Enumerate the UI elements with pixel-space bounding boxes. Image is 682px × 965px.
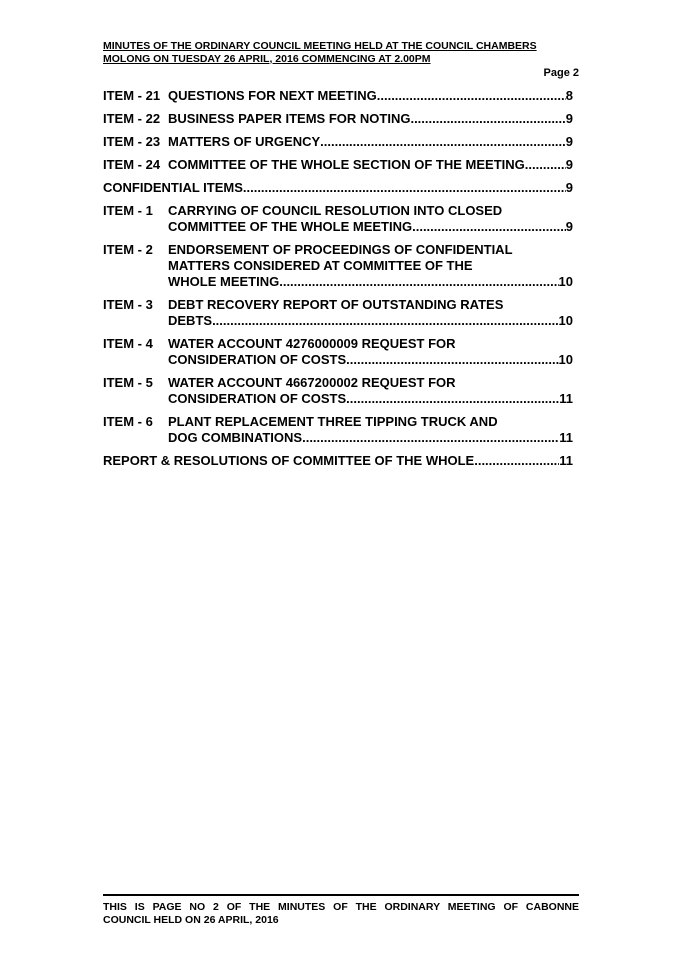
toc-entry[interactable] xyxy=(103,203,573,235)
toc-page-number: 11 xyxy=(559,391,573,406)
toc-item-title-line: PLANT REPLACEMENT THREE TIPPING TRUCK AND xyxy=(168,414,498,429)
toc-page-number: 11 xyxy=(559,430,573,445)
toc-page-number: 11 xyxy=(559,453,573,468)
toc-leader-dots xyxy=(377,88,566,104)
header-title-line-2: MOLONG ON TUESDAY 26 APRIL, 2016 COMMENCING AT 2.00PM xyxy=(103,52,431,65)
toc-item-title-line: CARRYING OF COUNCIL RESOLUTION INTO CLOSED xyxy=(168,203,503,218)
toc-page-number: 10 xyxy=(558,274,573,289)
page-header xyxy=(103,40,579,65)
toc-item-title-line: WATER ACCOUNT 4667200002 REQUEST FOR xyxy=(168,375,456,390)
toc-item-number: ITEM - 2 xyxy=(103,242,153,257)
toc-item-title: QUESTIONS FOR NEXT MEETING xyxy=(168,88,377,103)
toc-item-number: ITEM - 22 xyxy=(103,111,161,126)
toc-leader-dots xyxy=(243,180,566,196)
toc-leader-dots xyxy=(302,430,559,446)
toc-item-title-line: ENDORSEMENT OF PROCEEDINGS OF CONFIDENTIAL xyxy=(168,242,513,257)
toc-leader-dots xyxy=(279,274,558,290)
toc-entry[interactable] xyxy=(103,134,573,150)
toc-item-title: DEBTS xyxy=(168,313,213,328)
toc-item-title: COMMITTEE OF THE WHOLE SECTION OF THE MEETING xyxy=(168,157,525,172)
toc-item-number: ITEM - 1 xyxy=(103,203,153,218)
toc-item-title: CONSIDERATION OF COSTS xyxy=(168,352,347,367)
toc-page-number: 9 xyxy=(565,180,573,195)
toc-leader-dots xyxy=(525,157,566,173)
toc-item-title: COMMITTEE OF THE WHOLE MEETING xyxy=(168,219,413,234)
toc-leader-dots xyxy=(346,352,558,368)
toc-leader-dots xyxy=(410,111,565,127)
toc-section-heading[interactable] xyxy=(103,180,573,196)
toc-page-number: 8 xyxy=(565,88,573,103)
toc-page-number: 9 xyxy=(565,111,573,126)
toc-page-number: 10 xyxy=(558,352,573,367)
toc-item-number: ITEM - 21 xyxy=(103,88,161,103)
toc-page-number: 9 xyxy=(565,157,573,172)
toc-entry[interactable] xyxy=(103,375,573,407)
toc-item-title: WHOLE MEETING xyxy=(168,274,280,289)
toc-page-number: 9 xyxy=(565,219,573,234)
toc-entry[interactable] xyxy=(103,111,573,127)
toc-item-number: ITEM - 5 xyxy=(103,375,153,390)
toc-leader-dots xyxy=(474,453,559,469)
toc-leader-dots xyxy=(412,219,566,235)
toc-entry[interactable] xyxy=(103,88,573,104)
toc-page-number: 10 xyxy=(558,313,573,328)
toc-item-number: ITEM - 23 xyxy=(103,134,161,149)
toc-item-title-line: WATER ACCOUNT 4276000009 REQUEST FOR xyxy=(168,336,456,351)
header-title-line-1: MINUTES OF THE ORDINARY COUNCIL MEETING HELD AT THE COUNCIL CHAMBERS xyxy=(103,40,537,52)
toc-entry[interactable] xyxy=(103,336,573,368)
toc-entry[interactable] xyxy=(103,414,573,446)
toc-entry[interactable] xyxy=(103,157,573,173)
toc-item-number: ITEM - 4 xyxy=(103,336,153,351)
toc-leader-dots xyxy=(346,391,559,407)
toc-item-number: ITEM - 3 xyxy=(103,297,153,312)
toc-item-title-line: DEBT RECOVERY REPORT OF OUTSTANDING RATES xyxy=(168,297,504,312)
toc-item-title-line: MATTERS CONSIDERED AT COMMITTEE OF THE xyxy=(168,258,473,273)
toc-entry[interactable] xyxy=(103,297,573,329)
toc-item-title: BUSINESS PAPER ITEMS FOR NOTING xyxy=(168,111,411,126)
toc-entry[interactable] xyxy=(103,242,573,290)
table-of-contents xyxy=(103,88,573,469)
toc-item-title: DOG COMBINATIONS xyxy=(168,430,303,445)
footer-line-1: THIS IS PAGE NO 2 OF THE MINUTES OF THE ORDINARY MEETING OF CABONNE xyxy=(103,901,579,913)
toc-leader-dots xyxy=(212,313,558,329)
toc-section-title: REPORT & RESOLUTIONS OF COMMITTEE OF THE WHOLE xyxy=(103,453,475,468)
toc-item-number: ITEM - 24 xyxy=(103,157,161,172)
page-number: Page 2 xyxy=(543,67,579,79)
toc-page-number: 9 xyxy=(565,134,573,149)
toc-section-title: CONFIDENTIAL ITEMS xyxy=(103,180,243,195)
toc-item-title: MATTERS OF URGENCY xyxy=(168,134,321,149)
footer-line-2: COUNCIL HELD ON 26 APRIL, 2016 xyxy=(103,914,279,926)
toc-section-heading[interactable] xyxy=(103,453,573,469)
page-footer xyxy=(103,894,579,927)
toc-item-title: CONSIDERATION OF COSTS xyxy=(168,391,347,406)
toc-leader-dots xyxy=(320,134,566,150)
toc-item-number: ITEM - 6 xyxy=(103,414,153,429)
